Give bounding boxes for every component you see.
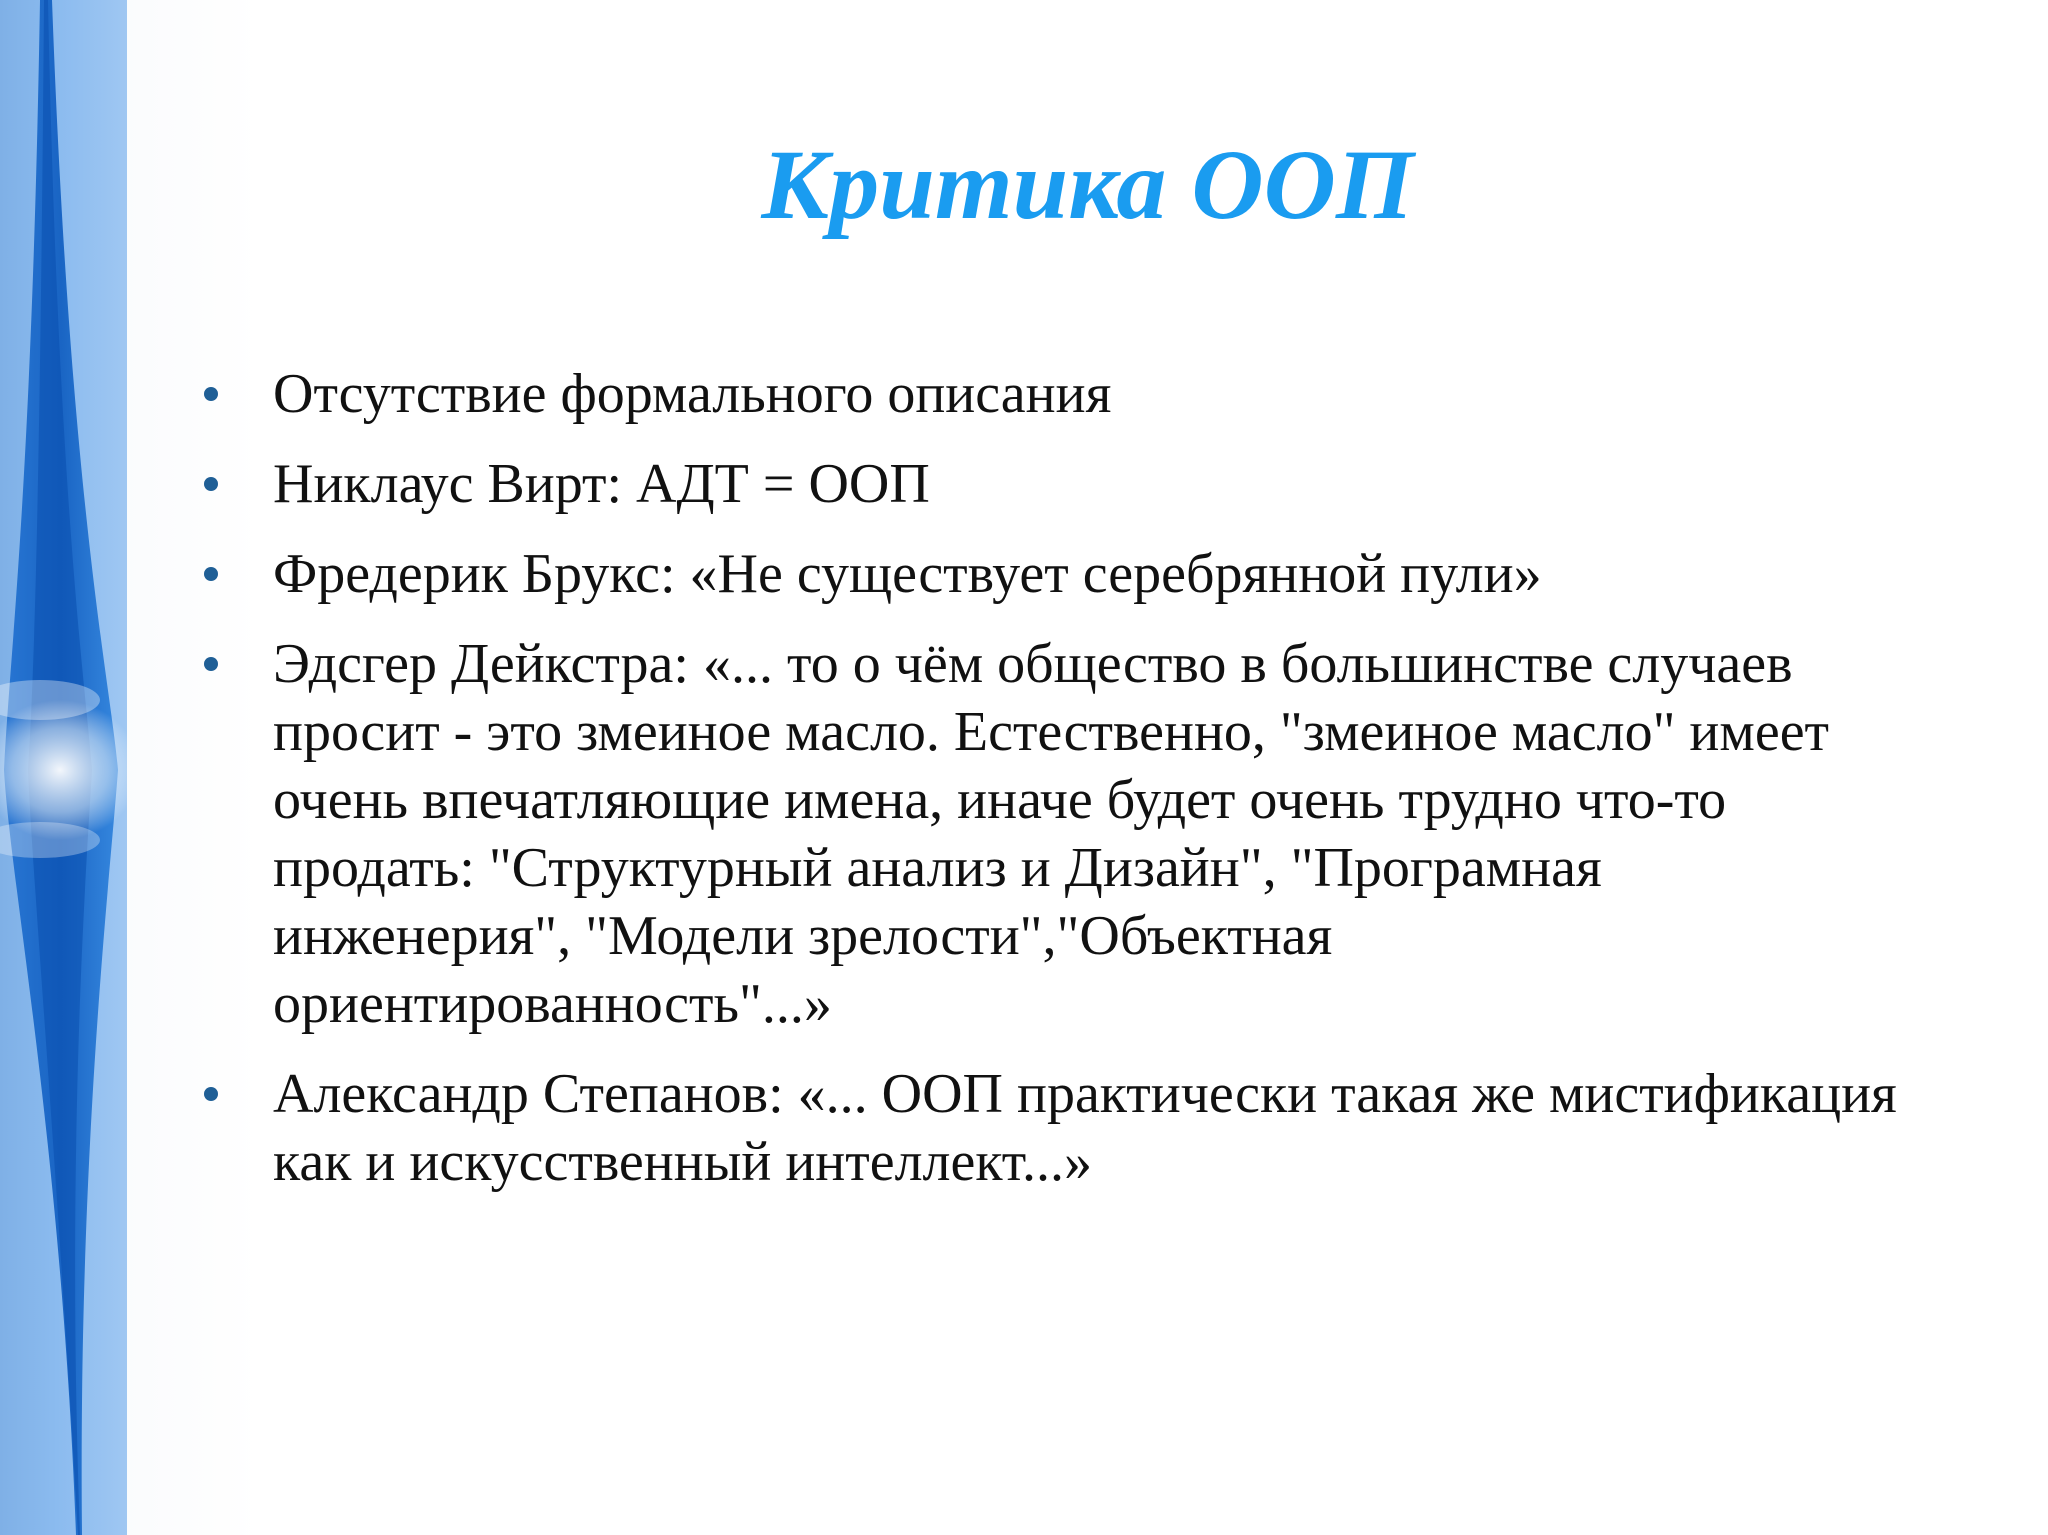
bullet-dot-icon [204,387,218,401]
bullet-item [200,630,1900,1038]
bullet-item [200,540,1900,608]
bullet-item [200,360,1900,428]
bullet-dot-icon [204,477,218,491]
bullet-text: Эдсгер Дейкстра: «... то о чём общество в большинстве случаев просит - это змеиное масло. Естественно, "змеиное масло" имеет очень впечатляющие имена, иначе будет очень трудно что-то продать: "Структурный анализ и Дизайн", "Програмная инженерия", "Модели зрелости","Объектная ориентированность"...» [273,633,1830,1035]
slide-title: Критика ООП [761,129,1414,240]
bullet-dot-icon [204,567,218,581]
bullet-text: Никлаус Вирт: АДТ = ООП [273,453,930,515]
bullet-text: Отсутствие формального описания [273,363,1112,425]
bullet-dot-icon [204,1087,218,1101]
bullet-list [200,360,1900,1218]
bullet-dot-icon [204,657,218,671]
decorative-side-band [0,0,127,1535]
bullet-text: Александр Степанов: «... ООП практически такая же мистификация как и искусственный интеллект...» [273,1063,1897,1193]
bullet-item [200,450,1900,518]
spindle-decoration [0,0,127,1535]
bullet-text: Фредерик Брукс: «Не существует серебрянной пули» [273,543,1542,605]
bullet-item [200,1060,1900,1196]
